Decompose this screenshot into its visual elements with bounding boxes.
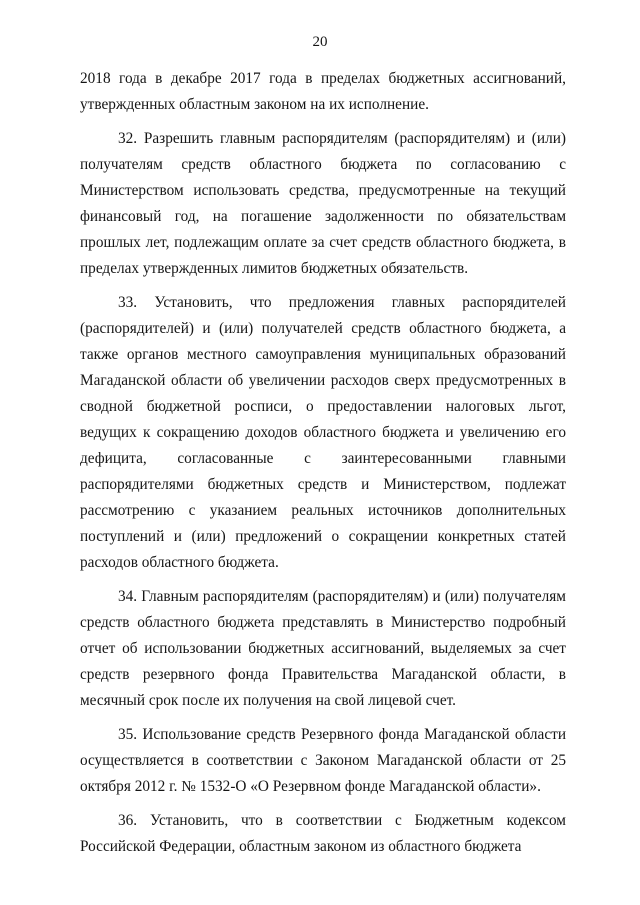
paragraph-35: 35. Использование средств Резервного фонда Магаданской области осуществляется в соответствии с Законом Магаданской области от 25 октября 2012 г. № 1532-О «О Резервном фонде Магаданской области». bbox=[80, 726, 566, 795]
document-body bbox=[80, 66, 566, 868]
paragraph-33: 33. Установить, что предложения главных распорядителей (распорядителей) и (или) получателей средств областного бюджета, а также органов местного самоуправления муниципальных образований Магаданской области об увеличении расходов сверх предусмотренных в сводной бюджетной росписи, о предоставлении налоговых льгот, ведущих к сокращению доходов областного бюджета и увеличению его дефицита, согласованные с заинтересованными главными распорядителями бюджетных средств и Министерством, подлежат рассмотрению с указанием реальных источников дополнительных поступлений и (или) предложений о сокращении конкретных статей расходов областного бюджета. bbox=[80, 294, 566, 571]
paragraph-continuation: 2018 года в декабре 2017 года в пределах бюджетных ассигнований, утвержденных областным законом на их исполнение. bbox=[80, 70, 566, 113]
paragraph-32: 32. Разрешить главным распорядителям (распорядителям) и (или) получателям средств областного бюджета по согласованию с Министерством использовать средства, предусмотренные на текущий финансовый год, на погашение задолженности по обязательствам прошлых лет, подлежащим оплате за счет средств областного бюджета, в пределах утвержденных лимитов бюджетных обязательств. bbox=[80, 130, 566, 277]
paragraph-36: 36. Установить, что в соответствии с Бюджетным кодексом Российской Федерации, областным законом из областного бюджета bbox=[80, 812, 566, 855]
paragraph-34: 34. Главным распорядителям (распорядителям) и (или) получателям средств областного бюджета представлять в Министерство подробный отчет об использовании бюджетных ассигнований, выделяемых за счет средств резервного фонда Правительства Магаданской области, в месячный срок после их получения на свой лицевой счет. bbox=[80, 588, 566, 709]
page-number: 20 bbox=[312, 34, 328, 50]
